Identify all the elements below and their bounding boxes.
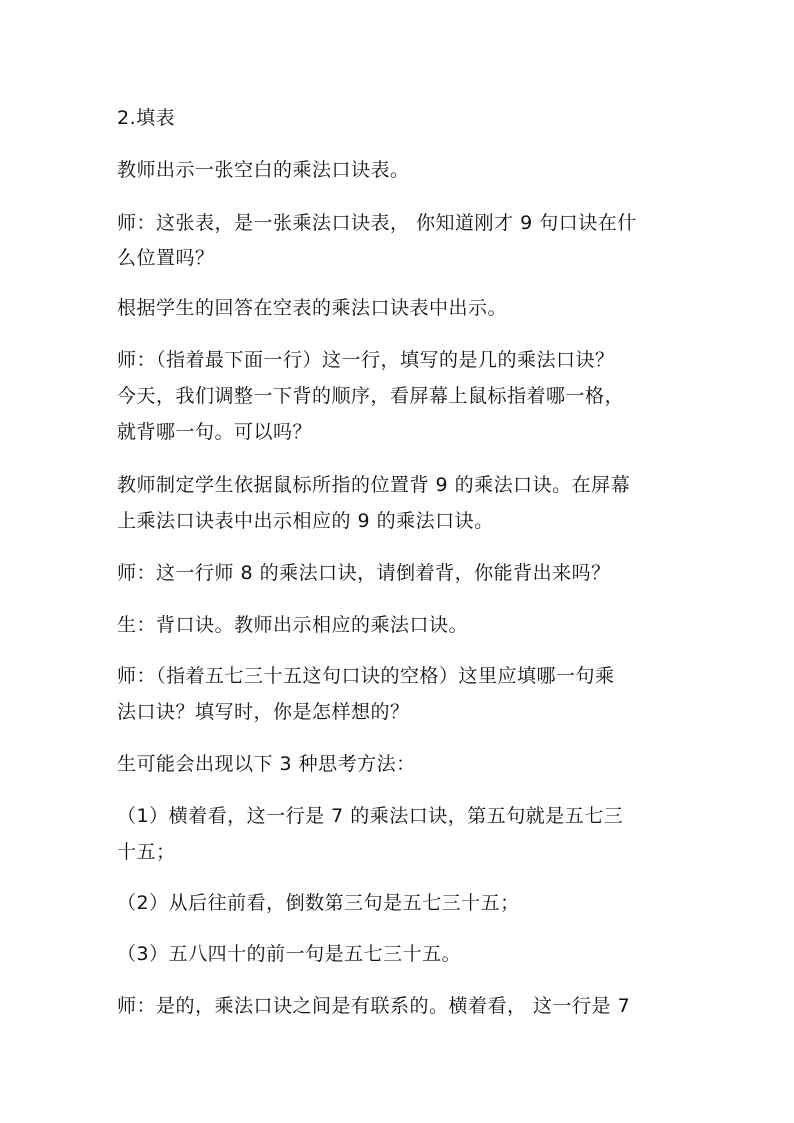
paragraph-line: 教师制定学生依据鼠标所指的位置背 9 的乘法口诀。在屏幕 (117, 474, 631, 496)
list-item-line: （3）五八四十的前一句是五七三十五。 (117, 943, 462, 965)
paragraph-line: 根据学生的回答在空表的乘法口诀表中出示。 (117, 297, 508, 319)
paragraph-line: 师：（指着五七三十五这句口诀的空格）这里应填哪一句乘 (117, 665, 615, 687)
list-item-line: 十五； (117, 841, 176, 863)
paragraph-line: 师：这张表，是一张乘法口诀表， 你知道刚才 9 句口诀在什 (117, 212, 637, 234)
paragraph-line: 法口诀？填写时，你是怎样想的？ (117, 701, 410, 723)
section-heading: 2.填表 (117, 107, 176, 129)
paragraph-line: 生：背口诀。教师出示相应的乘法口诀。 (117, 614, 469, 636)
paragraph-line: 今天，我们调整一下背的顺序，看屏幕上鼠标指着哪一格， (117, 385, 625, 407)
paragraph-line: 教师出示一张空白的乘法口诀表。 (117, 159, 410, 181)
list-item-line: （1）横着看，这一行是 7 的乘法口诀，第五句就是五七三 (117, 805, 624, 827)
paragraph-line: 师：（指着最下面一行）这一行，填写的是几的乘法口诀？ (117, 349, 615, 371)
paragraph-line: 师：这一行师 8 的乘法口诀，请倒着背，你能背出来吗？ (117, 562, 611, 584)
paragraph-line: 就背哪一句。可以吗？ (117, 421, 313, 443)
paragraph-line: 上乘法口诀表中出示相应的 9 的乘法口诀。 (117, 510, 494, 532)
paragraph-line: 生可能会出现以下 3 种思考方法： (117, 753, 416, 775)
paragraph-line: 师：是的，乘法口诀之间是有联系的。横着看， 这一行是 7 (117, 995, 631, 1017)
list-item-line: （2）从后往前看，倒数第三句是五七三十五； (117, 892, 520, 914)
paragraph-line: 么位置吗？ (117, 247, 215, 269)
